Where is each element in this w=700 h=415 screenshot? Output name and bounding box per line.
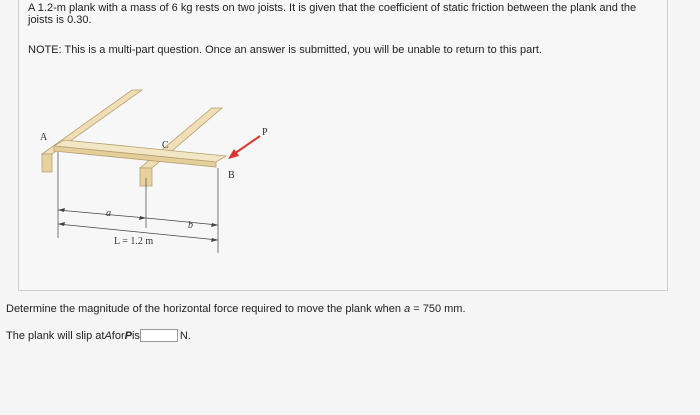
- label-b-point: B: [228, 170, 235, 181]
- question-text: Determine the magnitude of the horizontal force required to move the plank when a = 750 mm.: [6, 303, 466, 315]
- force-p-arrow: [234, 136, 260, 154]
- answer-mid: for: [111, 329, 125, 342]
- problem-statement: A 1.2-m plank with a mass of 6 kg rests on two joists. It is given that the coefficient of static friction between the plank and the joists is 0.30.: [28, 2, 637, 26]
- joist-a-front: [42, 154, 52, 172]
- answer-point: A: [104, 329, 112, 342]
- answer-input[interactable]: [140, 329, 178, 342]
- label-a-point: A: [40, 132, 48, 143]
- problem-note: NOTE: This is a multi-part question. Once an answer is submitted, you will be unable to return to this part.: [28, 44, 542, 56]
- label-length: L = 1.2 m: [114, 236, 154, 247]
- answer-force: P: [124, 329, 132, 342]
- answer-line: [6, 329, 191, 342]
- plank-figure: [30, 88, 280, 268]
- label-c-point: C: [162, 140, 169, 151]
- answer-prefix: The plank will slip at: [6, 329, 105, 342]
- label-b-dimension: b: [188, 220, 193, 231]
- answer-is: is: [131, 329, 140, 342]
- answer-unit: N.: [179, 329, 191, 342]
- label-a-dimension: a: [106, 208, 111, 219]
- label-p-force: P: [262, 127, 268, 138]
